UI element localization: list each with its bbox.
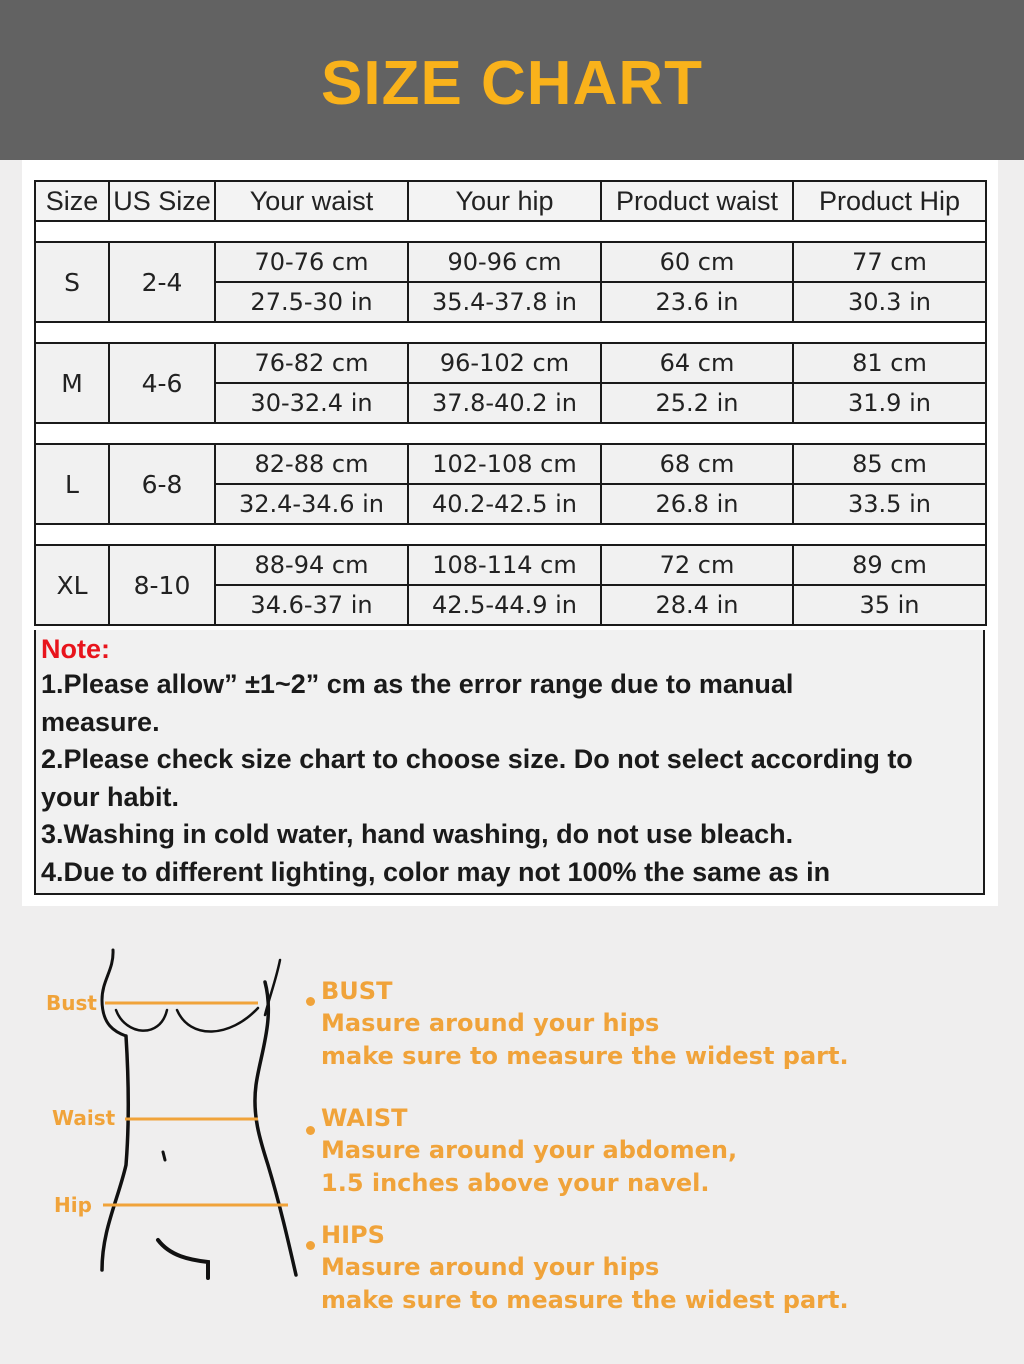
- note-line: 1.Please allow” ±1~2” cm as the error range due to manual: [41, 669, 794, 699]
- header-banner: [0, 0, 1024, 160]
- header-your-hip: Your hip: [408, 181, 601, 221]
- table-row: [35, 242, 986, 282]
- notes-box: [34, 630, 985, 895]
- us-size-cell: 2-4: [109, 242, 215, 322]
- note-line: measure.: [41, 706, 160, 737]
- us-size-cell: 8-10: [109, 545, 215, 625]
- page-title: SIZE CHART: [321, 48, 703, 118]
- product-hip-in-cell: 31.9 in: [793, 383, 986, 423]
- size-cell: L: [35, 444, 109, 524]
- table-row: [35, 343, 986, 383]
- hip-cm-cell: 96-102 cm: [408, 343, 601, 383]
- us-size-cell: 6-8: [109, 444, 215, 524]
- guide-text: 1.5 inches above your navel.: [321, 1169, 710, 1197]
- guide-item-waist: [305, 1102, 865, 1219]
- measurement-guide: [305, 975, 865, 1317]
- header-product-hip: Product Hip: [793, 181, 986, 221]
- guide-title: BUST: [321, 977, 393, 1005]
- header-product-waist: Product waist: [601, 181, 793, 221]
- product-hip-in-cell: 33.5 in: [793, 484, 986, 524]
- guide-text: Masure around your hips: [321, 1253, 660, 1281]
- product-hip-cm-cell: 77 cm: [793, 242, 986, 282]
- waist-in-cell: 34.6-37 in: [215, 585, 408, 625]
- waist-cm-cell: 70-76 cm: [215, 242, 408, 282]
- header-your-waist: Your waist: [215, 181, 408, 221]
- product-waist-in-cell: 25.2 in: [601, 383, 793, 423]
- waist-in-cell: 27.5-30 in: [215, 282, 408, 322]
- waist-cm-cell: 88-94 cm: [215, 545, 408, 585]
- us-size-cell: 4-6: [109, 343, 215, 423]
- product-waist-in-cell: 28.4 in: [601, 585, 793, 625]
- note-line: 3.Washing in cold water, hand washing, do not use bleach.: [41, 819, 794, 849]
- spacer-row: [35, 423, 986, 444]
- product-waist-cm-cell: 72 cm: [601, 545, 793, 585]
- product-hip-cm-cell: 89 cm: [793, 545, 986, 585]
- spacer-row: [35, 221, 986, 242]
- table-row: [35, 444, 986, 484]
- hip-in-cell: 35.4-37.8 in: [408, 282, 601, 322]
- product-hip-in-cell: 35 in: [793, 585, 986, 625]
- body-measurement-figure: [30, 940, 310, 1280]
- spacer-row: [35, 322, 986, 343]
- hip-in-cell: 42.5-44.9 in: [408, 585, 601, 625]
- guide-text: make sure to measure the widest part.: [321, 1286, 849, 1314]
- hip-cm-cell: 102-108 cm: [408, 444, 601, 484]
- product-hip-in-cell: 30.3 in: [793, 282, 986, 322]
- product-waist-in-cell: 23.6 in: [601, 282, 793, 322]
- hip-in-cell: 40.2-42.5 in: [408, 484, 601, 524]
- header-us-size: US Size: [109, 181, 215, 221]
- waist-cm-cell: 76-82 cm: [215, 343, 408, 383]
- bullet-icon: [306, 1126, 315, 1135]
- waist-in-cell: 32.4-34.6 in: [215, 484, 408, 524]
- guide-title: WAIST: [321, 1104, 408, 1132]
- size-cell: XL: [35, 545, 109, 625]
- size-cell: S: [35, 242, 109, 322]
- guide-title: HIPS: [321, 1221, 385, 1249]
- size-table: [34, 180, 987, 626]
- table-row: [35, 545, 986, 585]
- hip-cm-cell: 108-114 cm: [408, 545, 601, 585]
- bullet-icon: [306, 1241, 315, 1250]
- guide-text: make sure to measure the widest part.: [321, 1042, 849, 1070]
- guide-item-bust: [305, 975, 865, 1102]
- waist-cm-cell: 82-88 cm: [215, 444, 408, 484]
- size-cell: M: [35, 343, 109, 423]
- guide-text: Masure around your hips: [321, 1009, 660, 1037]
- waist-label: Waist: [52, 1106, 116, 1130]
- note-line: 2.Please check size chart to choose size. Do not select according to: [41, 744, 913, 774]
- guide-item-hips: [305, 1219, 865, 1317]
- product-waist-cm-cell: 68 cm: [601, 444, 793, 484]
- product-hip-cm-cell: 85 cm: [793, 444, 986, 484]
- note-line: 4.Due to different lighting, color may not 100% the same as in: [41, 856, 831, 887]
- note-title: Note:: [41, 634, 110, 664]
- table-header-row: [35, 181, 986, 221]
- waist-in-cell: 30-32.4 in: [215, 383, 408, 423]
- product-waist-in-cell: 26.8 in: [601, 484, 793, 524]
- product-waist-cm-cell: 60 cm: [601, 242, 793, 282]
- header-size: Size: [35, 181, 109, 221]
- note-line: your habit.: [41, 781, 180, 812]
- guide-text: Masure around your abdomen,: [321, 1136, 738, 1164]
- bullet-icon: [306, 997, 315, 1006]
- hip-in-cell: 37.8-40.2 in: [408, 383, 601, 423]
- hip-cm-cell: 90-96 cm: [408, 242, 601, 282]
- product-hip-cm-cell: 81 cm: [793, 343, 986, 383]
- bust-label: Bust: [46, 991, 97, 1015]
- product-waist-cm-cell: 64 cm: [601, 343, 793, 383]
- spacer-row: [35, 524, 986, 545]
- hip-label: Hip: [54, 1193, 92, 1217]
